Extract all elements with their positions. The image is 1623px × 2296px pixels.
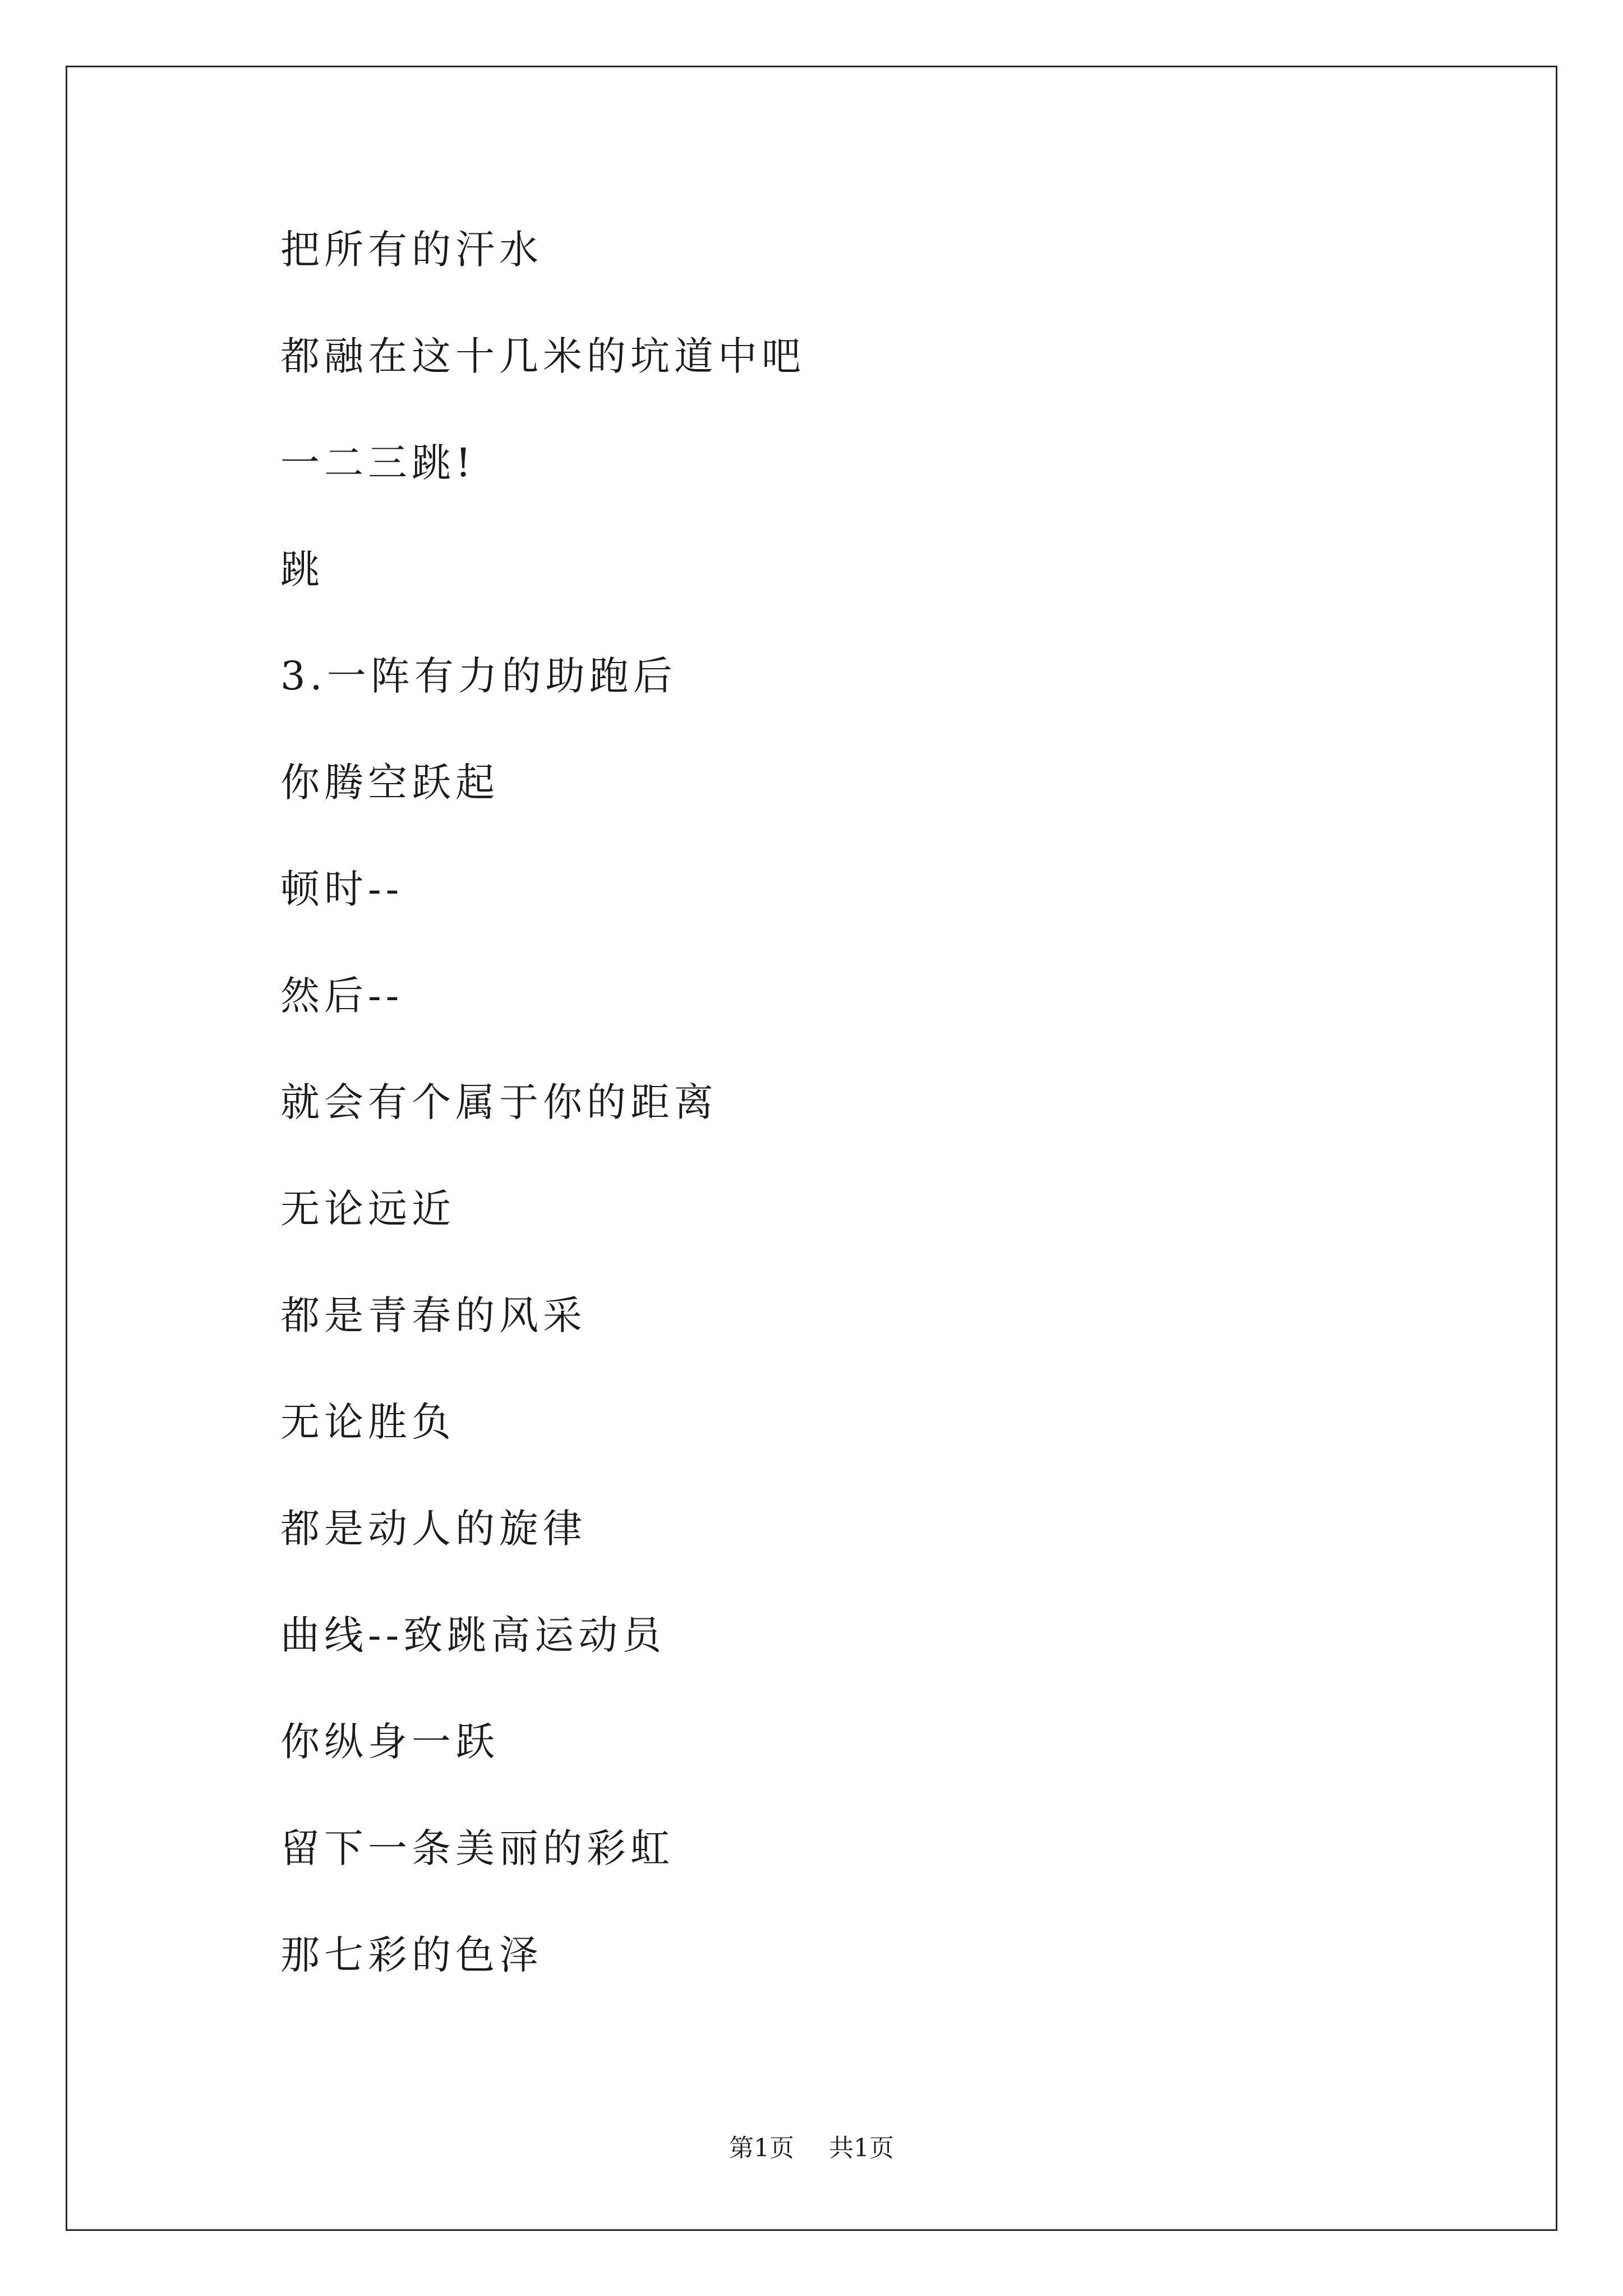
poem-line: 一二三跳! <box>280 440 476 486</box>
poem-line: 都是青春的风采 <box>280 1292 587 1338</box>
poem-line: 你纵身一跃 <box>280 1719 499 1765</box>
poem-line: 你腾空跃起 <box>280 760 499 806</box>
poem-line: 然后-- <box>280 973 404 1019</box>
poem-line: 就会有个属于你的距离 <box>280 1079 718 1125</box>
poem-line: 跳 <box>280 546 324 592</box>
page-footer <box>0 2132 1623 2165</box>
poem-line: 把所有的汗水 <box>280 227 543 273</box>
poem-line: 都是动人的旋律 <box>280 1506 587 1552</box>
page-number-total: 共1页 <box>829 2134 894 2162</box>
page-number-current: 第1页 <box>729 2134 794 2162</box>
poem-line: 曲线--致跳高运动员 <box>280 1612 666 1658</box>
poem-line: 无论胜负 <box>280 1399 455 1445</box>
poem-line: 3.一阵有力的助跑后 <box>280 653 677 699</box>
poem-line: 那七彩的色泽 <box>280 1932 543 1978</box>
poem-line: 无论远近 <box>280 1186 455 1232</box>
poem-text <box>280 219 805 2031</box>
poem-line: 留下一条美丽的彩虹 <box>280 1825 674 1871</box>
poem-line: 顿时-- <box>280 866 404 912</box>
poem-line: 都融在这十几米的坑道中吧 <box>280 333 805 379</box>
